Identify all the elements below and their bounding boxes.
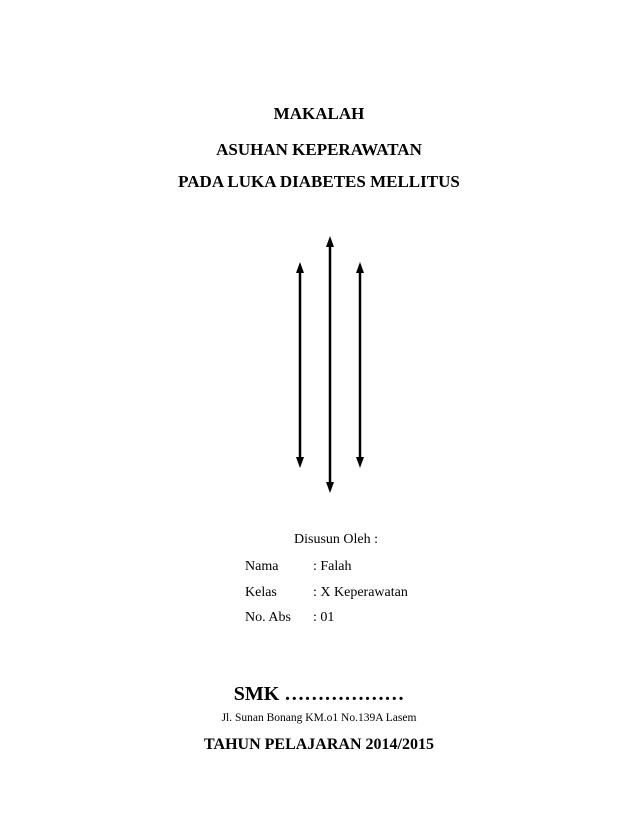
double-arrow-right: [356, 262, 364, 468]
double-arrow-left: [296, 262, 304, 468]
decorative-arrows: [280, 232, 380, 502]
author-row-label: No. Abs: [245, 610, 291, 625]
cover-subtitle: ASUHAN KEPERAWATAN: [216, 140, 422, 159]
school-name: SMK ………………: [233, 683, 405, 705]
author-row-value: : X Keperawatan: [313, 585, 408, 600]
author-row-label: Kelas: [245, 585, 277, 600]
cover-topic: PADA LUKA DIABETES MELLITUS: [178, 172, 460, 191]
author-row-label: Nama: [245, 559, 279, 574]
author-row-value: : Falah: [313, 559, 352, 574]
academic-year: TAHUN PELAJARAN 2014/2015: [204, 736, 434, 753]
double-arrow-center: [326, 236, 334, 493]
school-address: Jl. Sunan Bonang KM.o1 No.139A Lasem: [221, 712, 417, 724]
author-row-value: : 01: [313, 610, 335, 625]
author-heading: Disusun Oleh :: [294, 532, 378, 547]
cover-title: MAKALAH: [273, 104, 365, 123]
